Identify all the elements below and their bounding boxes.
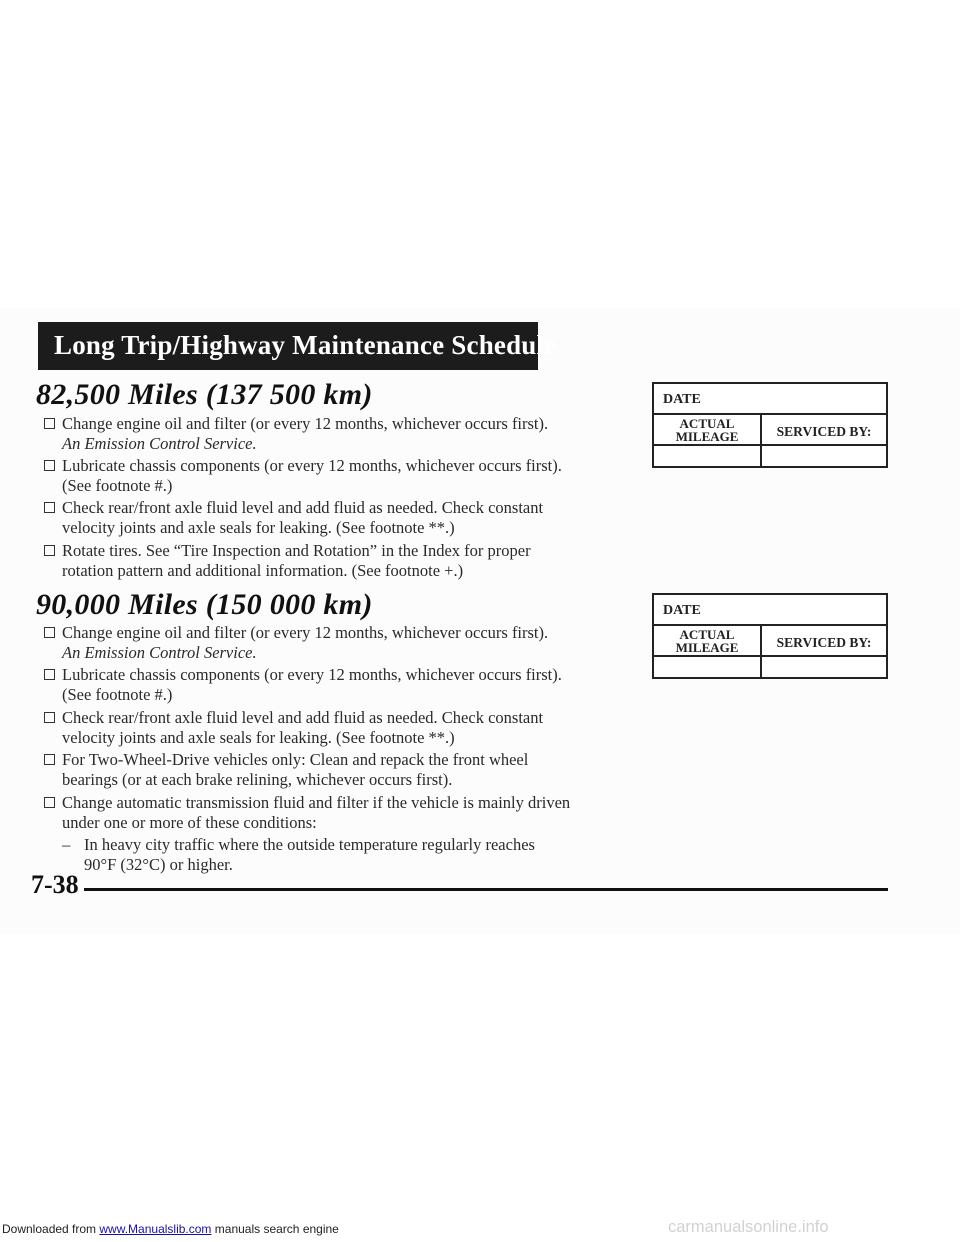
checklist-item <box>44 498 634 537</box>
item-text: (See footnote #.) <box>62 684 173 704</box>
page-number: 7-38 <box>31 870 79 899</box>
date-label: DATE <box>663 603 701 618</box>
mileage-label-line: MILEAGE <box>675 640 739 655</box>
actual-mileage-label <box>654 628 760 654</box>
checkbox-icon[interactable] <box>44 627 55 638</box>
mileage-label-line: ACTUAL <box>679 627 735 642</box>
checklist-item <box>44 414 634 453</box>
item-text: (See footnote #.) <box>62 475 173 495</box>
checklist-item <box>44 793 634 832</box>
site-watermark: carmanualsonline.info <box>668 1218 829 1236</box>
item-text: For Two-Wheel-Drive vehicles only: Clean and repack the front wheel <box>62 750 529 769</box>
checkbox-icon[interactable] <box>44 418 55 429</box>
item-text: Rotate tires. See “Tire Inspection and Rotation” in the Index for proper <box>62 541 531 560</box>
checkbox-icon[interactable] <box>44 712 55 723</box>
form-divider <box>654 624 886 626</box>
checkbox-icon[interactable] <box>44 502 55 513</box>
download-credit <box>2 1222 339 1236</box>
serviced-by-label: SERVICED BY: <box>776 635 872 650</box>
item-text: rotation pattern and additional information. (See footnote +.) <box>62 560 464 580</box>
checklist-item <box>44 750 634 789</box>
item-text: velocity joints and axle seals for leaking. (See footnote **.) <box>62 727 455 747</box>
item-text: under one or more of these conditions: <box>62 812 317 832</box>
form-divider <box>654 655 886 657</box>
date-label: DATE <box>663 392 701 407</box>
mileage-label-line: ACTUAL <box>679 416 735 431</box>
checklist-item <box>44 541 634 580</box>
item-text: Check rear/front axle fluid level and add fluid as needed. Check constant <box>62 498 544 517</box>
checkbox-icon[interactable] <box>44 754 55 765</box>
item-note: An Emission Control Service. <box>62 433 257 453</box>
checklist-item <box>44 708 634 747</box>
checkbox-icon[interactable] <box>44 460 55 471</box>
checklist-item <box>44 456 634 495</box>
serviced-by-label: SERVICED BY: <box>776 424 872 439</box>
banner-title: Long Trip/Highway Maintenance Schedule <box>54 330 557 360</box>
download-suffix: manuals search engine <box>211 1222 339 1236</box>
item-text: In heavy city traffic where the outside temperature regularly reaches <box>84 835 535 854</box>
footer-rule <box>84 888 888 891</box>
item-note: An Emission Control Service. <box>62 642 257 662</box>
sub-condition-item <box>62 835 622 874</box>
checkbox-icon[interactable] <box>44 669 55 680</box>
section-title-82500: 82,500 Miles (137 500 km) <box>36 378 373 411</box>
form-divider <box>654 444 886 446</box>
item-text: Check rear/front axle fluid level and add fluid as needed. Check constant <box>62 708 544 727</box>
item-text: Change engine oil and filter (or every 12 months, whichever occurs first). <box>62 623 549 642</box>
item-text: Lubricate chassis components (or every 12 months, whichever occurs first). <box>62 456 562 475</box>
checklist-item <box>44 623 634 662</box>
checkbox-icon[interactable] <box>44 797 55 808</box>
item-text: Change automatic transmission fluid and filter if the vehicle is mainly driven <box>62 793 571 812</box>
item-text: Change engine oil and filter (or every 12 months, whichever occurs first). <box>62 414 549 433</box>
item-text: velocity joints and axle seals for leaking. (See footnote **.) <box>62 517 455 537</box>
service-record-form <box>652 593 888 679</box>
checkbox-icon[interactable] <box>44 545 55 556</box>
checklist-item <box>44 665 634 704</box>
manualslib-link[interactable]: www.Manualslib.com <box>99 1222 212 1236</box>
item-text: Lubricate chassis components (or every 12 months, whichever occurs first). <box>62 665 562 684</box>
item-text: bearings (or at each brake relining, whichever occurs first). <box>62 769 453 789</box>
dash-bullet: – <box>62 835 71 854</box>
actual-mileage-label <box>654 417 760 443</box>
service-record-form <box>652 382 888 468</box>
section-title-90000: 90,000 Miles (150 000 km) <box>36 588 373 621</box>
download-prefix: Downloaded from <box>2 1222 100 1236</box>
form-divider <box>654 413 886 415</box>
item-text: 90°F (32°C) or higher. <box>84 854 233 874</box>
mileage-label-line: MILEAGE <box>675 429 739 444</box>
